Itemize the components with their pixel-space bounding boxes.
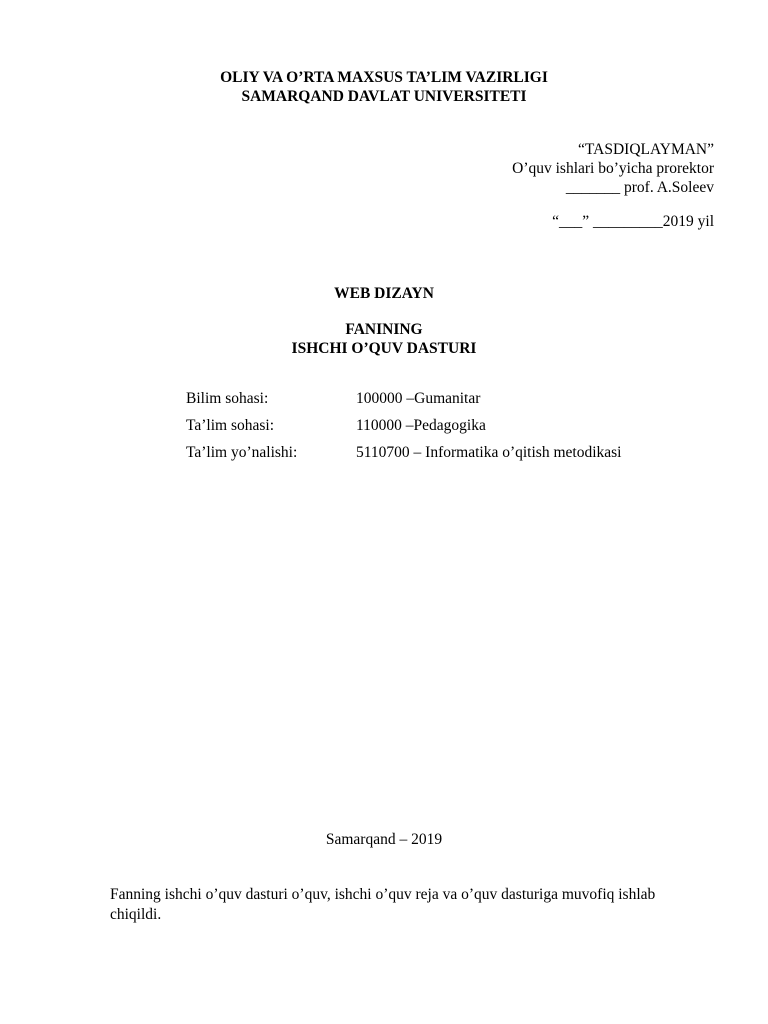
place-year: Samarqand – 2019 [325,831,443,848]
approval-position: O’quv ishlari bo’yicha prorektor [512,160,714,177]
field-value: 100000 –Gumanitar [356,390,481,407]
subject-name: WEB DIZAYN [334,285,434,302]
subject-line-2: ISHCHI O’QUV DASTURI [291,340,477,357]
approval-date: “___” _________2019 yil [552,213,714,230]
field-value: 5110700 – Informatika o’qitish metodikasi [356,444,622,461]
field-row [186,417,486,435]
field-value: 110000 –Pedagogika [356,417,486,434]
footer-note: Fanning ishchi o’quv dasturi o’quv, ishchi o’quv reja va o’quv dasturiga muvofiq ishlab chiqildi. [110,886,656,923]
approval-stamp: “TASDIQLAYMAN” [578,141,714,158]
field-row [186,390,480,408]
subject-line-1: FANINING [345,321,423,338]
ministry-heading: OLIY VA O’RTA MAXSUS TA’LIM VAZIRLIGI [220,69,548,86]
university-heading: SAMARQAND DAVLAT UNIVERSITETI [241,88,527,105]
field-label: Ta’lim yo’nalishi: [186,444,298,461]
approval-signature: _______ prof. A.Soleev [565,179,714,196]
field-label: Ta’lim sohasi: [186,417,275,434]
field-label: Bilim sohasi: [186,390,269,407]
field-row [186,444,621,462]
